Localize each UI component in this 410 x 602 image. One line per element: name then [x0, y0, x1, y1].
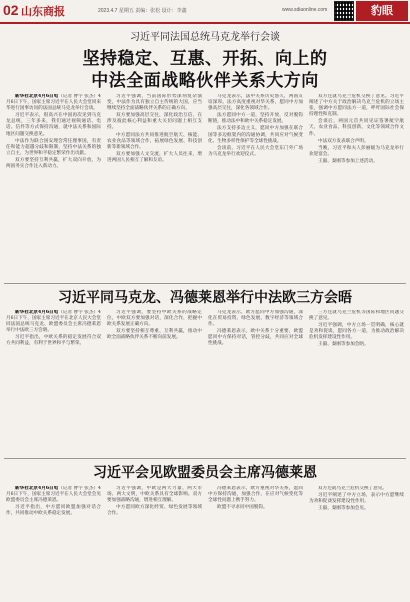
article3-headline: 习近平会见欧盟委员会主席冯德莱恩: [93, 465, 317, 481]
paragraph: 马克龙表示，法中关系历史悠久，两国友谊深厚。法方高度重视对华关系，愿同中方加强高层交往，深化各领域合作。: [208, 94, 303, 112]
article2-column: [107, 310, 202, 454]
paragraph: 习近平强调，中方立场一贯明确，核心就是劝和促谈，愿同各方一道，为推动政治解决危机发挥建设性作用。: [309, 323, 404, 341]
article2-body: [6, 310, 404, 454]
section-name: 山东商报: [21, 6, 65, 18]
article2-column: [6, 310, 101, 454]
article1-column: [309, 94, 404, 280]
paragraph: 习近平指出，中欧关系的稳定发展符合双方共同利益，有利于世界和平与繁荣。: [6, 335, 101, 347]
paragraph: （记者 曹字 张杰）4月6日下午，国家主席习近平在人民大会堂会见欧盟委员会主席冯德莱恩。: [6, 486, 101, 504]
paragraph: 王毅、秦刚等参加上述活动。: [318, 158, 378, 164]
section-divider: [4, 283, 406, 284]
article2-column: [309, 310, 404, 454]
dateline: 新华社北京4月6日电: [15, 94, 59, 99]
paragraph: 会谈前，习近平在人民大会堂东门外广场为马克龙举行欢迎仪式。: [208, 145, 303, 157]
paragraph: 王毅、秦刚等参加会见。: [318, 506, 369, 512]
masthead-rule: [0, 22, 410, 24]
paragraph: 双方还就乌克兰危机交换了意见。习近平阐述了中方关于政治解决乌克兰危机的立场主张，强调中方愿同法方一道，呼吁国际社会保持理性和克制。: [309, 94, 404, 118]
brand-logo: 豹眼: [356, 1, 408, 21]
article3-body: [6, 486, 404, 598]
paragraph: 法方支持多边主义，愿同中方加强在联合国等多边框架内的沟通协调，共同应对气候变化、生物多样性保护等全球性挑战。: [208, 126, 303, 144]
paragraph: 法方愿同中方一道，坚持开放，反对脱钩断链，推动法中和欧中关系稳定发展。: [208, 113, 303, 125]
article1-column: [6, 94, 101, 280]
paragraph: 双方要坚持相互尊重、互利共赢，推动中欧全面战略伙伴关系不断向前发展。: [107, 329, 202, 341]
section-divider: [4, 458, 406, 459]
paragraph: 欧盟不寻求同中国脱钩。: [217, 505, 268, 511]
paragraph: 中方愿同欧方深化经贸、绿色发展等领域合作。: [107, 505, 202, 517]
paragraph: 双方要加强人文交流，扩大人员往来，增进两国人民相互了解和友谊。: [107, 151, 202, 163]
paragraph: 习近平指出，中方愿同欧盟加强对话合作，共同推动中欧关系稳定发展。: [6, 505, 101, 517]
paragraph: 王毅、秦刚等参加会晤。: [318, 342, 369, 348]
paragraph: 双方要加强高层交往，深化政治互信，在涉及彼此核心利益和重大关切问题上相互支持。: [107, 113, 202, 131]
article1-kicker: 习近平同法国总统马克龙举行会谈: [130, 32, 280, 43]
article1-body: [6, 94, 404, 280]
paragraph: 习近平强调，当前国际形势深刻复杂演变，中法作为具有独立自主传统的大国，应当继续坚持全面战略伙伴关系的正确方向。: [107, 94, 202, 112]
paragraph: 马克龙表示，欧方愿同中方加强沟通，深化在贸易投资、绿色发展、数字经济等领域合作。: [208, 310, 303, 328]
article1-headline-line1: 坚持稳定、互惠、开拓、向上的: [82, 49, 328, 69]
article1-column: [208, 94, 303, 280]
paragraph: 习近平强调，要坚持中欧关系的战略定位，中欧双方要加强对话，深化合作，把握中欧关系发展正确方向。: [107, 310, 202, 328]
paragraph: （记者 曹字 张杰）4月6日下午，国家主席习近平在人民大会堂同来华进行国事访问的法国总统马克龙举行会谈。: [6, 94, 101, 112]
paragraph: 会谈后，两国元首共同见证签署航空航天、农业食品、科技创新、文化等领域合作文件。: [309, 119, 404, 137]
paragraph: （记者 曹字 张杰）4月6日下午，国家主席习近平在北京人民大会堂同法国总统马克龙、欧盟委员会主席冯德莱恩举行中法欧三方会晤。: [6, 310, 101, 334]
qr-code-icon: [334, 1, 354, 21]
paragraph: 冯德莱恩表示，欧中关系十分重要，欧盟愿同中方保持对话，管控分歧，共同应对全球性挑战。: [208, 329, 303, 347]
paragraph: 中方愿同法方共同推进航空航天、核能、农业食品等领域合作，拓展绿色发展、科技创新等新领域合作。: [107, 132, 202, 150]
paragraph: 当晚，习近平和夫人彭丽媛为马克龙举行欢迎宴会。: [309, 145, 404, 157]
paragraph: 中法双方发表联合声明。: [318, 138, 369, 144]
masthead-meta: 2023.4.7 星期五 责编：张松 设计：李鑫: [98, 8, 187, 14]
article3-column: [107, 486, 202, 598]
article3-column: [6, 486, 101, 598]
paragraph: 习近平强调，中欧是两大力量、两大市场、两大文明，中欧关系具有全球影响。双方要加强战略沟通，增进相互理解。: [107, 486, 202, 504]
article3-column: [309, 486, 404, 598]
paragraph: 双方还就乌克兰危机交换了意见。: [318, 486, 387, 491]
masthead: [0, 0, 410, 22]
dateline: 新华社北京4月6日电: [15, 310, 59, 315]
paragraph: 中法作为联合国安理会常任理事国，有责任和能力超越分歧和限制，坚持中法关系的独立自主，为世界和平稳定繁荣作出贡献。: [6, 138, 101, 156]
article2-column: [208, 310, 303, 454]
paragraph: 双方要坚持互利共赢，扩大双向开放，为两国务实合作注入新动力。: [6, 157, 101, 170]
dateline: 新华社北京4月6日电: [15, 486, 59, 491]
article1-headline-line2: 中法全面战略伙伴关系大方向: [91, 71, 319, 91]
paragraph: 三方还就乌克兰危机等国际和地区问题交换了意见。: [309, 310, 404, 322]
paragraph: 习近平表示，很高兴在中国再次见到马克龙总统，三年多来，我们通过视频通话、电话、信件等方式保持沟通，就中法关系和国际地区问题交换意见。: [6, 113, 101, 137]
article1-column: [107, 94, 202, 280]
website-url[interactable]: www.sdiaonline.com: [282, 7, 328, 13]
article2-headline: 习近平同马克龙、冯德莱恩举行中法欧三方会晤: [58, 290, 352, 306]
paragraph: 冯德莱恩表示，欧方重视对华关系，愿同中方保持沟通，加强合作，在应对气候变化等全球性问题上携手努力。: [208, 486, 303, 504]
article3-column: [208, 486, 303, 598]
page-number: 02: [3, 2, 19, 18]
paragraph: 习近平阐述了中方立场，表示中方愿继续为劝和促谈发挥建设性作用。: [309, 493, 404, 505]
